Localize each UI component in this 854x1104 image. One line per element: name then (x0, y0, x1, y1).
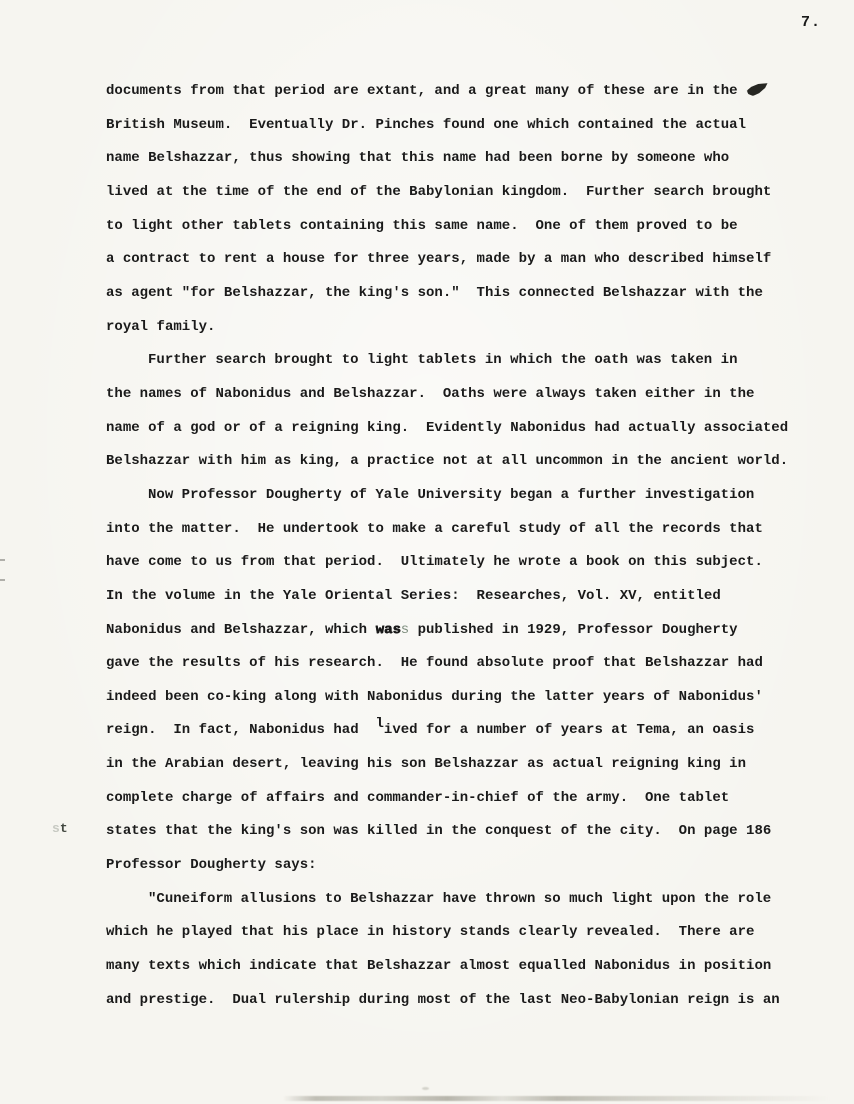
margin-mark-faint: s (52, 821, 60, 836)
text-line: lived at the time of the end of the Babylonian kingdom. Further search brought (106, 183, 772, 200)
scan-smudge-strip (283, 1096, 831, 1101)
typewritten-text (106, 83, 816, 1025)
text-line: have come to us from that period. Ultimately he wrote a book on this subject. (106, 554, 763, 571)
text-line: as agent "for Belshazzar, the king's son." This connected Belshazzar with the (106, 284, 763, 301)
text-line: gave the results of his research. He found absolute proof that Belshazzar had (106, 655, 763, 672)
paragraph (106, 352, 816, 487)
text-line: "Cuneiform allusions to Belshazzar have thrown so much light upon the role (148, 890, 772, 907)
text-line: the names of Nabonidus and Belshazzar. Oaths were always taken either in the (106, 385, 755, 402)
text-line: and prestige. Dual rulership during most of the last Neo-Babylonian reign is an (106, 991, 780, 1008)
paragraph (106, 83, 816, 352)
text-segment: ived for a number of years at Tema, an oasis (383, 722, 755, 739)
margin-mark-dark: t (59, 821, 68, 836)
text-line (106, 716, 816, 756)
text-line: Professor Dougherty says: (106, 857, 317, 874)
text-line: in the Arabian desert, leaving his son Belshazzar as actual reigning king in (106, 756, 747, 773)
text-line: British Museum. Eventually Dr. Pinches found one which contained the actual (106, 116, 747, 133)
text-segment: published in 1929, Professor Dougherty (409, 621, 738, 638)
text-line: many texts which indicate that Belshazzar almost equalled Nabonidus in position (106, 958, 772, 975)
ink-smudge (747, 83, 768, 96)
margin-annotation (52, 821, 68, 836)
text-line: indeed been co-king along with Nabonidus during the latter years of Nabonidus' (106, 688, 763, 705)
text-segment-ghost: s (400, 621, 410, 638)
page-number: 7. (801, 14, 822, 31)
text-line: name Belshazzar, thus showing that this name had been borne by someone who (106, 150, 730, 167)
scan-smudge-dot (422, 1087, 429, 1090)
text-line: Belshazzar with him as king, a practice not at all uncommon in the ancient world. (106, 453, 789, 470)
text-line: In the volume in the Yale Oriental Series: Researches, Vol. XV, entitled (106, 587, 721, 604)
text-line: which he played that his place in history stands clearly revealed. There are (106, 924, 755, 941)
text-line: states that the king's son was killed in the conquest of the city. On page 186 (106, 823, 772, 840)
text-line (106, 83, 816, 117)
text-segment-overstruck: was (375, 621, 401, 638)
text-segment-raised: l (375, 716, 384, 733)
text-line: Now Professor Dougherty of Yale University began a further investigation (148, 486, 755, 503)
text-line: royal family. (106, 318, 216, 335)
text-line: Further search brought to light tablets in which the oath was taken in (148, 352, 738, 369)
text-line: into the matter. He undertook to make a careful study of all the records that (106, 520, 763, 537)
text-line: name of a god or of a reigning king. Evidently Nabonidus had actually associated (106, 419, 789, 436)
text-segment: documents from that period are extant, and a great many of these are in the (106, 83, 738, 99)
text-line: complete charge of affairs and commander-in-chief of the army. One tablet (106, 789, 730, 806)
text-line (106, 622, 816, 656)
text-segment: reign. In fact, Nabonidus had (106, 722, 376, 739)
scan-edge-mark (0, 579, 5, 581)
text-line: to light other tablets containing this same name. One of them proved to be (106, 217, 738, 234)
scan-edge-mark (0, 559, 5, 561)
paragraph (106, 891, 816, 1026)
text-line: a contract to rent a house for three years, made by a man who described himself (106, 251, 772, 268)
paragraph (106, 487, 816, 891)
text-segment: Nabonidus and Belshazzar, which (106, 621, 376, 638)
